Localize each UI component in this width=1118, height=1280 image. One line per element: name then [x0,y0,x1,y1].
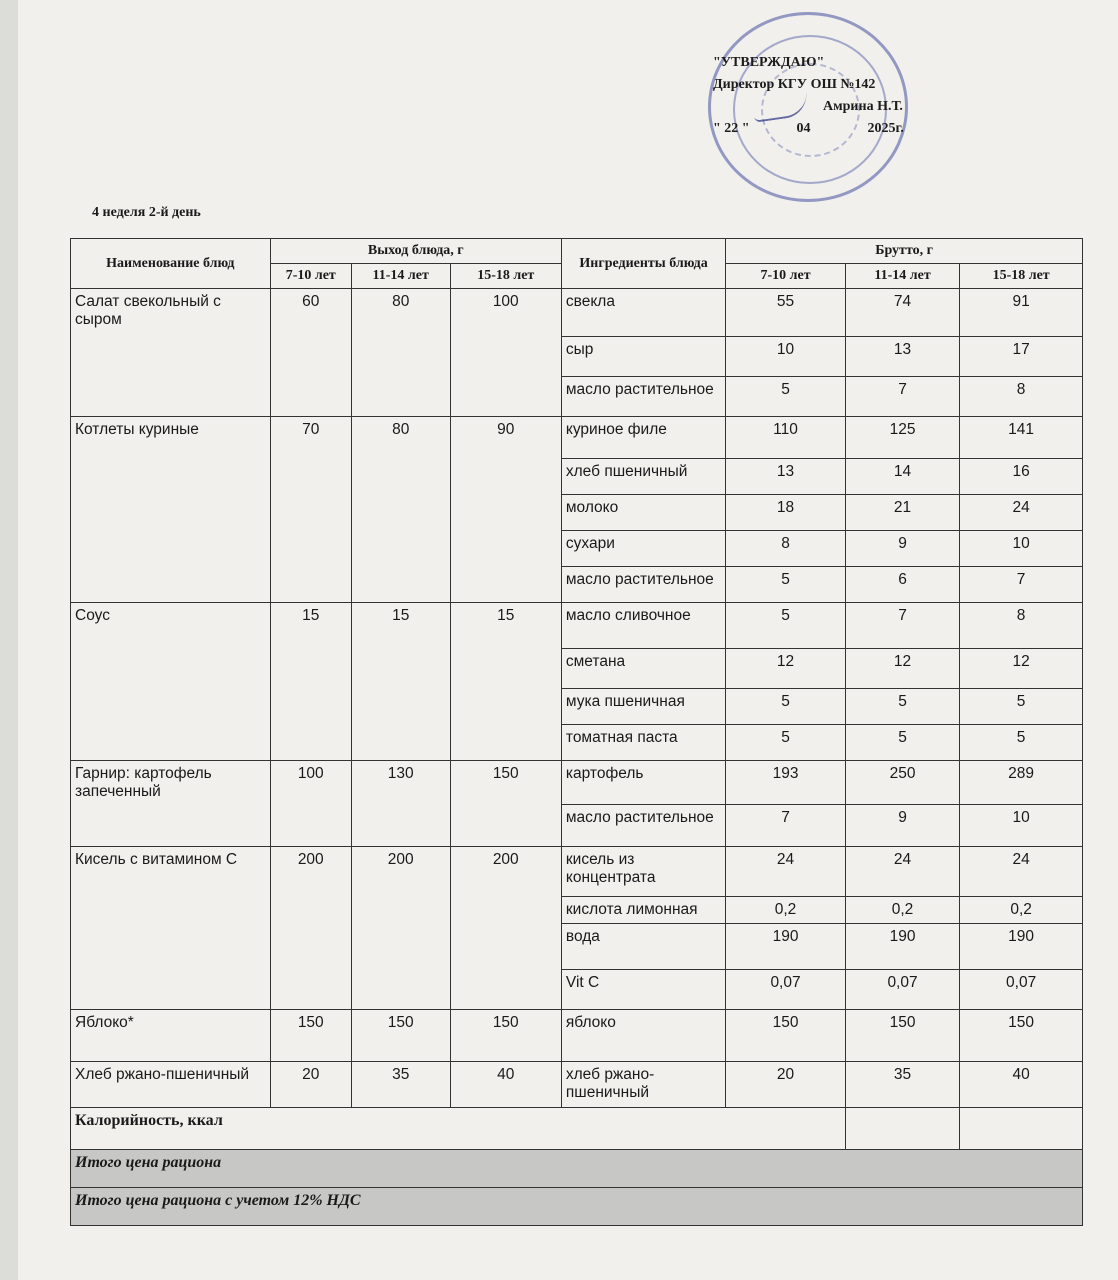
ingredient-name: картофель [561,761,725,805]
ingredient-gross-cell: 5 [726,725,846,761]
dish-name: Кисель с витамином С [71,847,271,1010]
ingredient-gross-cell: 5 [726,377,846,417]
ingredient-gross-cell: 8 [726,531,846,567]
ingredient-name: яблоко [561,1010,725,1062]
ingredient-gross-cell: 141 [960,417,1083,459]
ingredient-gross-cell: 24 [845,847,959,897]
header-gross-age-11-14: 11-14 лет [845,264,959,289]
ingredient-gross-cell: 0,2 [960,897,1083,924]
dish-name: Котлеты куриные [71,417,271,603]
approval-date-year: 2025г. [867,121,904,136]
header-gross-age-15-18: 15-18 лет [960,264,1083,289]
ingredient-name: кислота лимонная [561,897,725,924]
ingredient-gross-cell: 55 [726,289,846,337]
approval-block [713,52,904,140]
ingredient-gross-cell: 110 [726,417,846,459]
ingredient-gross-cell: 7 [726,805,846,847]
ingredient-name: хлеб пшеничный [561,459,725,495]
ingredient-name: масло растительное [561,567,725,603]
dish-yield-cell: 150 [351,1010,450,1062]
ingredient-name: масло растительное [561,805,725,847]
dish-yield-cell: 150 [450,1010,561,1062]
total-price-label: Итого цена рациона [71,1150,1083,1188]
ingredient-gross-cell: 17 [960,337,1083,377]
ingredient-gross-cell: 0,2 [726,897,846,924]
approval-director-name: Амрина Н.Т. [823,99,903,114]
ingredient-gross-cell: 289 [960,761,1083,805]
ingredient-name: Vit C [561,970,725,1010]
dish-yield-cell: 15 [450,603,561,761]
ingredient-gross-cell: 35 [845,1062,959,1108]
ingredient-gross-cell: 13 [726,459,846,495]
ingredient-gross-cell: 74 [845,289,959,337]
ingredient-gross-cell: 24 [960,495,1083,531]
ingredient-row [71,603,1083,649]
ingredient-name: кисель из концентрата [561,847,725,897]
ingredient-gross-cell: 9 [845,805,959,847]
approval-date [713,118,904,140]
dish-yield-cell: 90 [450,417,561,603]
dish-yield-cell: 20 [270,1062,351,1108]
dish-yield-cell: 15 [351,603,450,761]
dish-name: Гарнир: картофель запеченный [71,761,271,847]
ingredient-gross-cell: 9 [845,531,959,567]
dish-name: Салат свекольный с сыром [71,289,271,417]
ingredient-gross-cell: 24 [726,847,846,897]
dish-yield-cell: 200 [270,847,351,1010]
header-gross-age-7-10: 7-10 лет [726,264,846,289]
dish-name: Яблоко* [71,1010,271,1062]
ingredient-gross-cell: 6 [845,567,959,603]
total-price-vat-label: Итого цена рациона с учетом 12% НДС [71,1188,1083,1226]
ingredient-gross-cell: 20 [726,1062,846,1108]
ingredient-gross-cell: 10 [726,337,846,377]
ingredient-gross-cell: 5 [726,567,846,603]
dish-yield-cell: 150 [270,1010,351,1062]
ingredient-gross-cell: 12 [845,649,959,689]
dish-yield-cell: 200 [450,847,561,1010]
ingredient-gross-cell: 14 [845,459,959,495]
ingredient-gross-cell: 5 [726,689,846,725]
ingredient-gross-cell: 125 [845,417,959,459]
ingredient-gross-cell: 13 [845,337,959,377]
ingredient-gross-cell: 150 [726,1010,846,1062]
ingredient-gross-cell: 150 [960,1010,1083,1062]
ingredient-row [71,761,1083,805]
ingredient-gross-cell: 24 [960,847,1083,897]
ingredient-gross-cell: 7 [845,377,959,417]
approval-title: "УТВЕРЖДАЮ" [713,55,825,70]
ingredient-gross-cell: 7 [960,567,1083,603]
ingredient-gross-cell: 0,07 [726,970,846,1010]
ingredient-gross-cell: 21 [845,495,959,531]
ingredient-gross-cell: 5 [960,689,1083,725]
dish-yield-cell: 35 [351,1062,450,1108]
ingredient-name: молоко [561,495,725,531]
ingredient-row [71,847,1083,897]
ingredient-name: томатная паста [561,725,725,761]
ingredient-name: хлеб ржано-пшеничный [561,1062,725,1108]
dish-yield-cell: 200 [351,847,450,1010]
dish-yield-cell: 80 [351,289,450,417]
ingredient-gross-cell: 0,2 [845,897,959,924]
ingredient-gross-cell: 150 [845,1010,959,1062]
ingredient-gross-cell: 250 [845,761,959,805]
ingredient-gross-cell: 7 [845,603,959,649]
dish-name: Хлеб ржано-пшеничный [71,1062,271,1108]
header-yield-age-7-10: 7-10 лет [270,264,351,289]
ingredient-gross-cell: 5 [845,689,959,725]
ingredient-name: вода [561,924,725,970]
calories-value-11-14 [845,1108,959,1150]
approval-date-month: 04 [796,121,811,136]
ingredient-gross-cell: 16 [960,459,1083,495]
ingredient-gross-cell: 0,07 [845,970,959,1010]
dish-yield-cell: 15 [270,603,351,761]
ingredient-row [71,1010,1083,1062]
dish-yield-cell: 150 [450,761,561,847]
ingredient-name: куриное филе [561,417,725,459]
ingredient-gross-cell: 18 [726,495,846,531]
ingredient-gross-cell: 10 [960,531,1083,567]
ingredient-row [71,289,1083,337]
ingredient-gross-cell: 5 [960,725,1083,761]
ingredient-name: сметана [561,649,725,689]
header-yield-age-11-14: 11-14 лет [351,264,450,289]
ingredient-gross-cell: 190 [726,924,846,970]
ingredient-gross-cell: 12 [726,649,846,689]
ingredient-gross-cell: 5 [845,725,959,761]
ingredient-name: сыр [561,337,725,377]
ingredient-gross-cell: 5 [726,603,846,649]
calories-label: Калорийность, ккал [71,1108,846,1150]
ingredient-name: сухари [561,531,725,567]
dish-yield-cell: 80 [351,417,450,603]
menu-table-body [71,289,1083,1108]
dish-yield-cell: 60 [270,289,351,417]
dish-name: Соус [71,603,271,761]
approval-position: Директор КГУ ОШ №142 [713,77,876,92]
ingredient-gross-cell: 91 [960,289,1083,337]
ingredient-name: мука пшеничная [561,689,725,725]
calories-value-15-18 [960,1108,1083,1150]
header-gross: Брутто, г [726,239,1083,264]
approval-date-day: " 22 " [713,121,750,136]
ingredient-row [71,1062,1083,1108]
ingredient-name: масло сливочное [561,603,725,649]
dish-yield-cell: 100 [270,761,351,847]
header-dish-name: Наименование блюд [71,239,271,289]
dish-yield-cell: 130 [351,761,450,847]
ingredient-gross-cell: 190 [845,924,959,970]
ingredient-row [71,417,1083,459]
ingredient-name: масло растительное [561,377,725,417]
ingredient-gross-cell: 40 [960,1062,1083,1108]
menu-table [70,238,1083,1226]
ingredient-gross-cell: 12 [960,649,1083,689]
header-ingredients: Ингредиенты блюда [561,239,725,289]
dish-yield-cell: 70 [270,417,351,603]
header-yield-age-15-18: 15-18 лет [450,264,561,289]
ingredient-gross-cell: 193 [726,761,846,805]
ingredient-gross-cell: 0,07 [960,970,1083,1010]
dish-yield-cell: 100 [450,289,561,417]
ingredient-gross-cell: 10 [960,805,1083,847]
ingredient-gross-cell: 8 [960,603,1083,649]
header-yield: Выход блюда, г [270,239,561,264]
dish-yield-cell: 40 [450,1062,561,1108]
ingredient-gross-cell: 190 [960,924,1083,970]
week-day-label: 4 неделя 2-й день [92,205,201,220]
ingredient-name: свекла [561,289,725,337]
ingredient-gross-cell: 8 [960,377,1083,417]
